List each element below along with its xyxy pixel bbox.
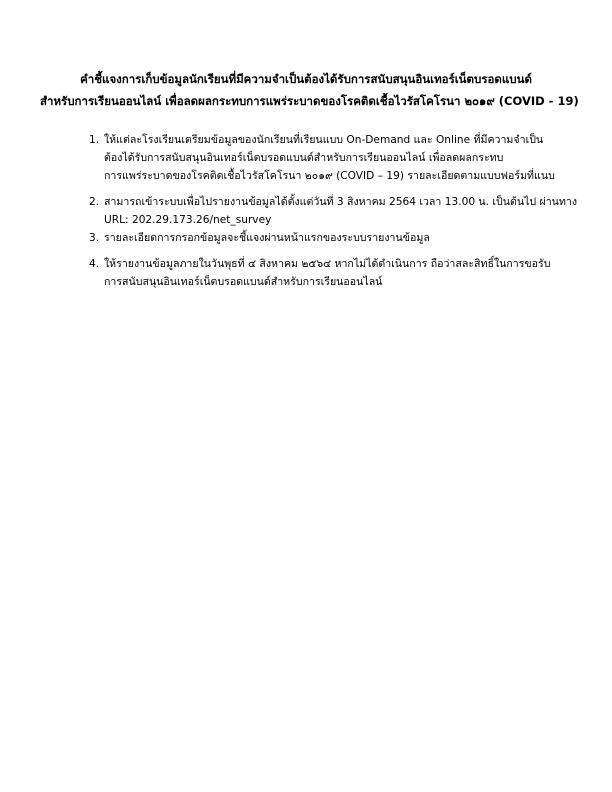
- list-item-text: รายละเอียดการกรอกข้อมูลจะชี้แจงผ่านหน้าแรกของระบบรายงานข้อมูล: [104, 232, 430, 244]
- list-item-text: ให้รายงานข้อมูลภายในวันพุธที่ ๔ สิงหาคม ๒๕๖๔ หากไม่ได้ดำเนินการ ถือว่าสละสิทธิ์ในการขอรับ: [104, 258, 551, 270]
- list-item: [89, 193, 578, 229]
- list-item-number: 2.: [89, 196, 100, 208]
- list-item-number: 1.: [89, 134, 100, 146]
- list-item-number: 4.: [89, 258, 100, 270]
- list-item: [89, 229, 559, 247]
- list-item-text: การสนับสนุนอินเทอร์เน็ตบรอดแบนด์สำหรับการเรียนออนไลน์: [104, 276, 383, 288]
- list-item-text: สามารถเข้าระบบเพื่อไปรายงานข้อมูลได้ตั้งแต่วันที่ 3 สิงหาคม 2564 เวลา 13.00 น. เป็นต้นไป ผ่านทาง: [104, 196, 578, 208]
- document-title-line-2: สำหรับการเรียนออนไลน์ เพื่อลดผลกระทบการแพร่ระบาดของโรคติดเชื้อไวรัสโคโรนา ๒๐๑๙ (COVID - 19): [40, 94, 579, 108]
- list-item-text: การแพร่ระบาดของโรคติดเชื้อไวรัสโคโรนา ๒๐๑๙ (COVID – 19) รายละเอียดตามแบบฟอร์มที่แนบ: [104, 170, 555, 182]
- list-item-number: 3.: [89, 232, 100, 244]
- list-item-text: ให้แต่ละโรงเรียนเตรียมข้อมูลของนักเรียนที่เรียนแบบ On-Demand และ Online ที่มีความจำเป็น: [104, 134, 544, 146]
- list-item-text: ต้องได้รับการสนับสนุนอินเทอร์เน็ตบรอดแบนด์สำหรับการเรียนออนไลน์ เพื่อลดผลกระทบ: [104, 152, 504, 164]
- document-title-line-1: คำชี้แจงการเก็บข้อมูลนักเรียนที่มีความจำเป็นต้องได้รับการสนับสนุนอินเทอร์เน็ตบรอดแบนด์: [80, 72, 532, 86]
- list-item: [89, 255, 559, 291]
- list-item: [89, 131, 559, 185]
- instruction-list: [89, 131, 578, 291]
- list-item-url: URL: 202.29.173.26/net_survey: [104, 214, 272, 226]
